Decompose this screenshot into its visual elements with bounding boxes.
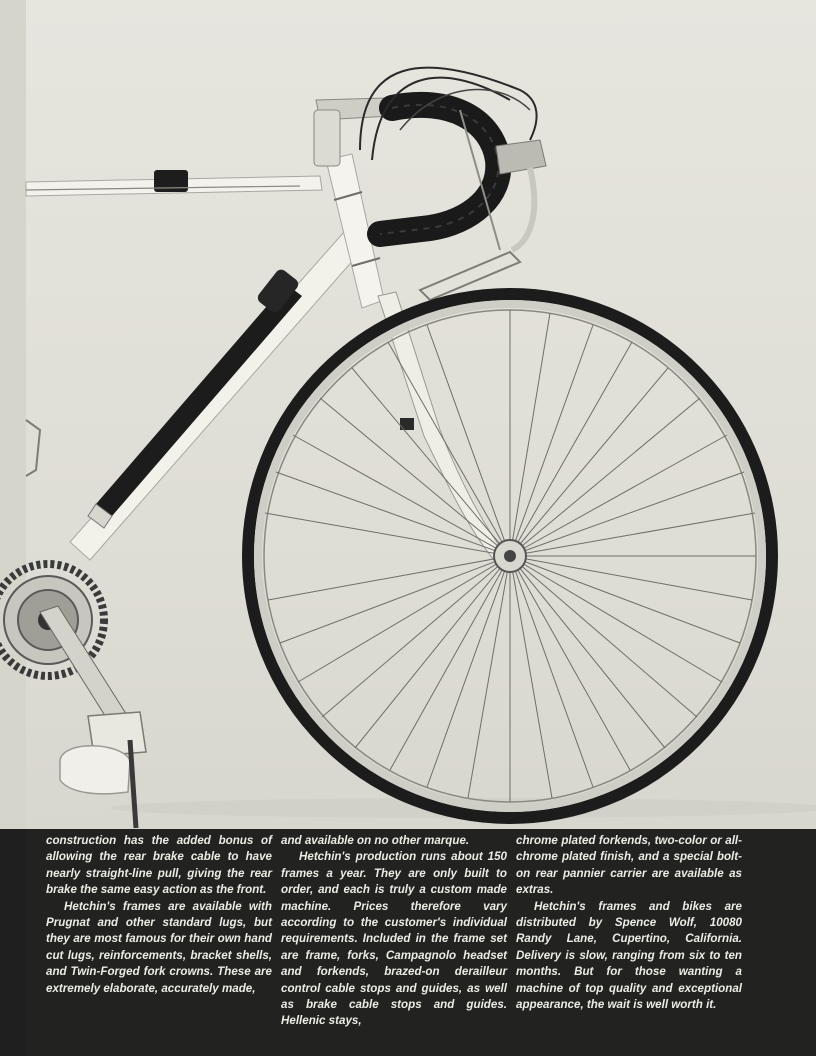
paragraph: Hetchin's frames are available with Prugnat and other standard lugs, but they are most famous for their own hand cut lugs, reinforcements, bracket shells, and Twin-Forged fork crowns. These are extremely elaborate, accurately made, (46, 899, 272, 995)
article-column-3 (516, 833, 742, 1013)
adjacent-page-text-edge (0, 829, 26, 1056)
bicycle-photo (26, 0, 816, 829)
article-column-1 (46, 833, 272, 997)
paragraph: chrome plated forkends, two-color or all-chrome plated finish, and a special bolt-on rear pannier carrier are available as extras. (516, 834, 742, 897)
paragraph: construction has the added bonus of allowing the rear brake cable to have nearly straight-line pull, giving the rear brake the same easy action as the front. (46, 834, 272, 897)
paragraph: Hetchin's frames and bikes are distributed by Spence Wolf, 10080 Randy Lane, Cupertino, California. Delivery is slow, ranging from six to ten months. But for those wanting a machine of top quality and exceptional appearance, the wait is well worth it. (516, 899, 742, 1012)
article-column-2 (281, 833, 507, 1030)
paragraph: Hetchin's production runs about 150 frames a year. They are only built to order, and each is truly a custom made machine. Prices therefore vary according to the customer's individual requirements. Included in the frame set are frame, forks, Campagnolo headset and forkends, brazed-on derailleur control cable stops and guides, as well as brake cable stops and guides. Hellenic stays, (281, 850, 507, 1028)
paragraph: and available on no other marque. (281, 834, 470, 847)
